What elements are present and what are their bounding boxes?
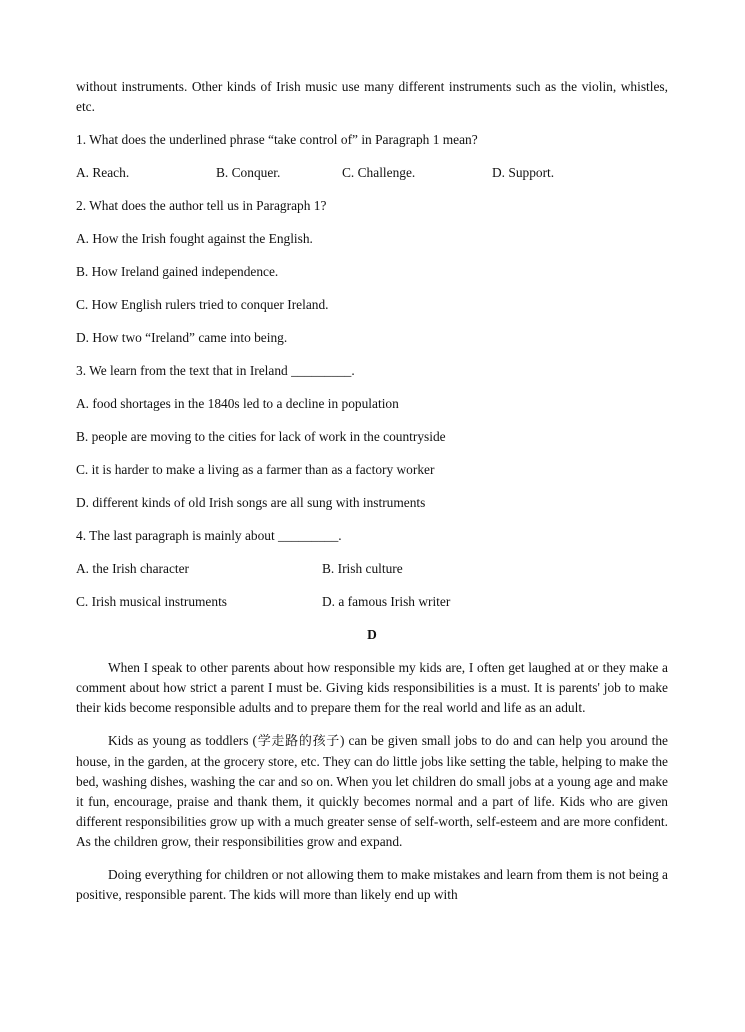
question-1-option-d: D. Support.: [492, 165, 555, 180]
question-3-option-b: B. people are moving to the cities for lack of work in the countryside: [76, 429, 446, 444]
question-1-option-a: A. Reach.: [76, 165, 130, 180]
question-4-stem: 4. The last paragraph is mainly about _________.: [76, 528, 342, 543]
passage-paragraph-2-gloss: 学走路的孩子: [257, 734, 341, 749]
section-label: D: [367, 627, 377, 642]
top-paragraph: without instruments. Other kinds of Irish music use many different instruments such as the violin, whistles, etc.: [76, 79, 668, 114]
question-1-options: [76, 163, 668, 183]
question-2-option-b: B. How Ireland gained independence.: [76, 264, 279, 279]
question-1-option-c: C. Challenge.: [342, 165, 416, 180]
question-4-option-c: C. Irish musical instruments: [76, 594, 228, 609]
question-4-option-d: D. a famous Irish writer: [322, 594, 451, 609]
question-3-option-c: C. it is harder to make a living as a farmer than as a factory worker: [76, 462, 435, 477]
question-2-stem: 2. What does the author tell us in Paragraph 1?: [76, 198, 327, 213]
question-4-options-row-1: [76, 559, 668, 579]
passage-paragraph-2-start: Kids as young as toddlers (: [108, 733, 257, 748]
question-1-stem: 1. What does the underlined phrase “take control of” in Paragraph 1 mean?: [76, 132, 478, 147]
question-3-stem: 3. We learn from the text that in Ireland _________.: [76, 363, 355, 378]
question-3-option-a: A. food shortages in the 1840s led to a decline in population: [76, 396, 399, 411]
passage-paragraph-2-rest: ) can be given small jobs to do and can help you around the house, in the garden, at the grocery store, etc. They can do little jobs like setting the table, helping to make the bed, washing dishes, washing the car and so on. When you let children do small jobs at a young age and make it fun, encourage, praise and thank them, it quickly becomes normal and a part of life. Kids who are given different responsibilities grow up with a much greater sense of self-worth, self-esteem and are more confident. As the children grow, their responsibilities grow and expand.: [76, 733, 668, 849]
question-1-option-b: B. Conquer.: [216, 165, 281, 180]
question-3-option-d: D. different kinds of old Irish songs are all sung with instruments: [76, 495, 426, 510]
question-2-option-c: C. How English rulers tried to conquer Ireland.: [76, 297, 329, 312]
question-2-option-a: A. How the Irish fought against the English.: [76, 231, 313, 246]
question-2-option-d: D. How two “Ireland” came into being.: [76, 330, 288, 345]
passage-paragraph-1: When I speak to other parents about how responsible my kids are, I often get laughed at or they make a comment about how strict a parent I must be. Giving kids responsibilities is a must. It is parents' job to make their kids become responsible adults and to prepare them for the real world and life as an adult.: [76, 660, 668, 715]
passage-paragraph-3: Doing everything for children or not allowing them to make mistakes and learn from them is not being a positive, responsible parent. The kids will more than likely end up with: [76, 867, 668, 902]
question-4-option-b: B. Irish culture: [322, 561, 403, 576]
question-4-options-row-2: [76, 592, 668, 612]
question-4-option-a: A. the Irish character: [76, 561, 190, 576]
passage-paragraph-2: [76, 731, 668, 852]
document-page: [76, 77, 668, 905]
